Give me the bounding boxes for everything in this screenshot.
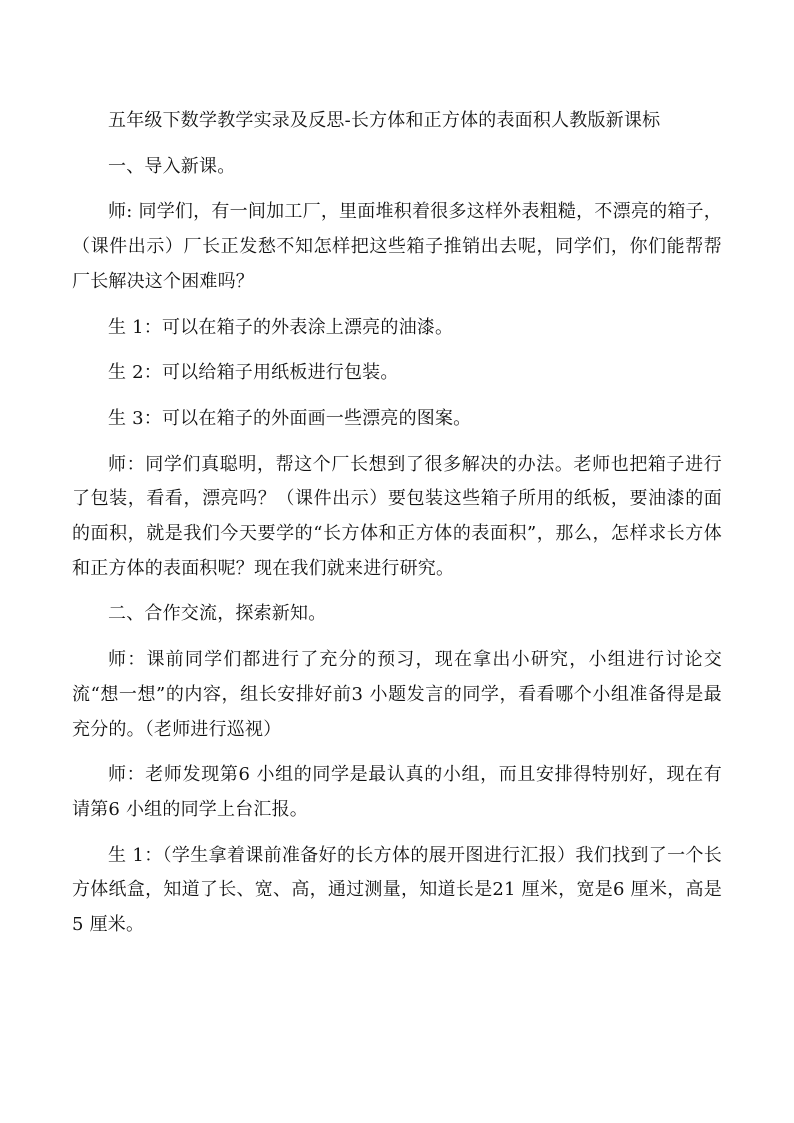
section-heading-intro: 一、导入新课。 <box>108 155 236 177</box>
paragraph: 师：课前同学们都进行了充分的预习，现在拿出小研究，小组进行讨论交流“想一想”的内容，组长安排好前3 小题发言的同学，看看哪个小组准备得是最充分的。（老师进行巡视） <box>72 649 722 740</box>
paragraph: 生 2：可以给箱子用纸板进行包装。 <box>108 362 399 384</box>
paragraph: 生 1：可以在箱子的外表涂上漂亮的油漆。 <box>108 316 454 338</box>
section-heading-cooperation: 二、合作交流，探索新知。 <box>108 603 327 625</box>
paragraph: 师：老师发现第6 小组的同学是最认真的小组，而且安排得特别好，现在有请第6 小组的同学上台汇报。 <box>72 764 722 820</box>
paragraph: 师: 同学们，有一间加工厂，里面堆积着很多这样外表粗糙，不漂亮的箱子，（课件出示）厂长正发愁不知怎样把这些箱子推销出去呢，同学们，你们能帮帮厂长解决这个困难吗？ <box>72 201 722 292</box>
paragraph: 生 3：可以在箱子的外面画一些漂亮的图案。 <box>108 407 472 429</box>
document-body <box>72 104 722 954</box>
paragraph: 生 1：（学生拿着课前准备好的长方体的展开图进行汇报）我们找到了一个长方体纸盒，知道了长、宽、高，通过测量，知道长是21 厘米，宽是6 厘米，高是5 厘米。 <box>72 844 722 936</box>
paragraph: 师：同学们真聪明，帮这个厂长想到了很多解决的办法。老师也把箱子进行了包装，看看，漂亮吗？（课件出示）要包装这些箱子所用的纸板，要油漆的面的面积，就是我们今天要学的“长方体和正方体的表面积”，那么，怎样求长方体和正方体的表面积呢？现在我们就来进行研究。 <box>72 453 722 579</box>
document-title: 五年级下数学教学实录及反思-长方体和正方体的表面积人教版新课标 <box>108 110 661 131</box>
